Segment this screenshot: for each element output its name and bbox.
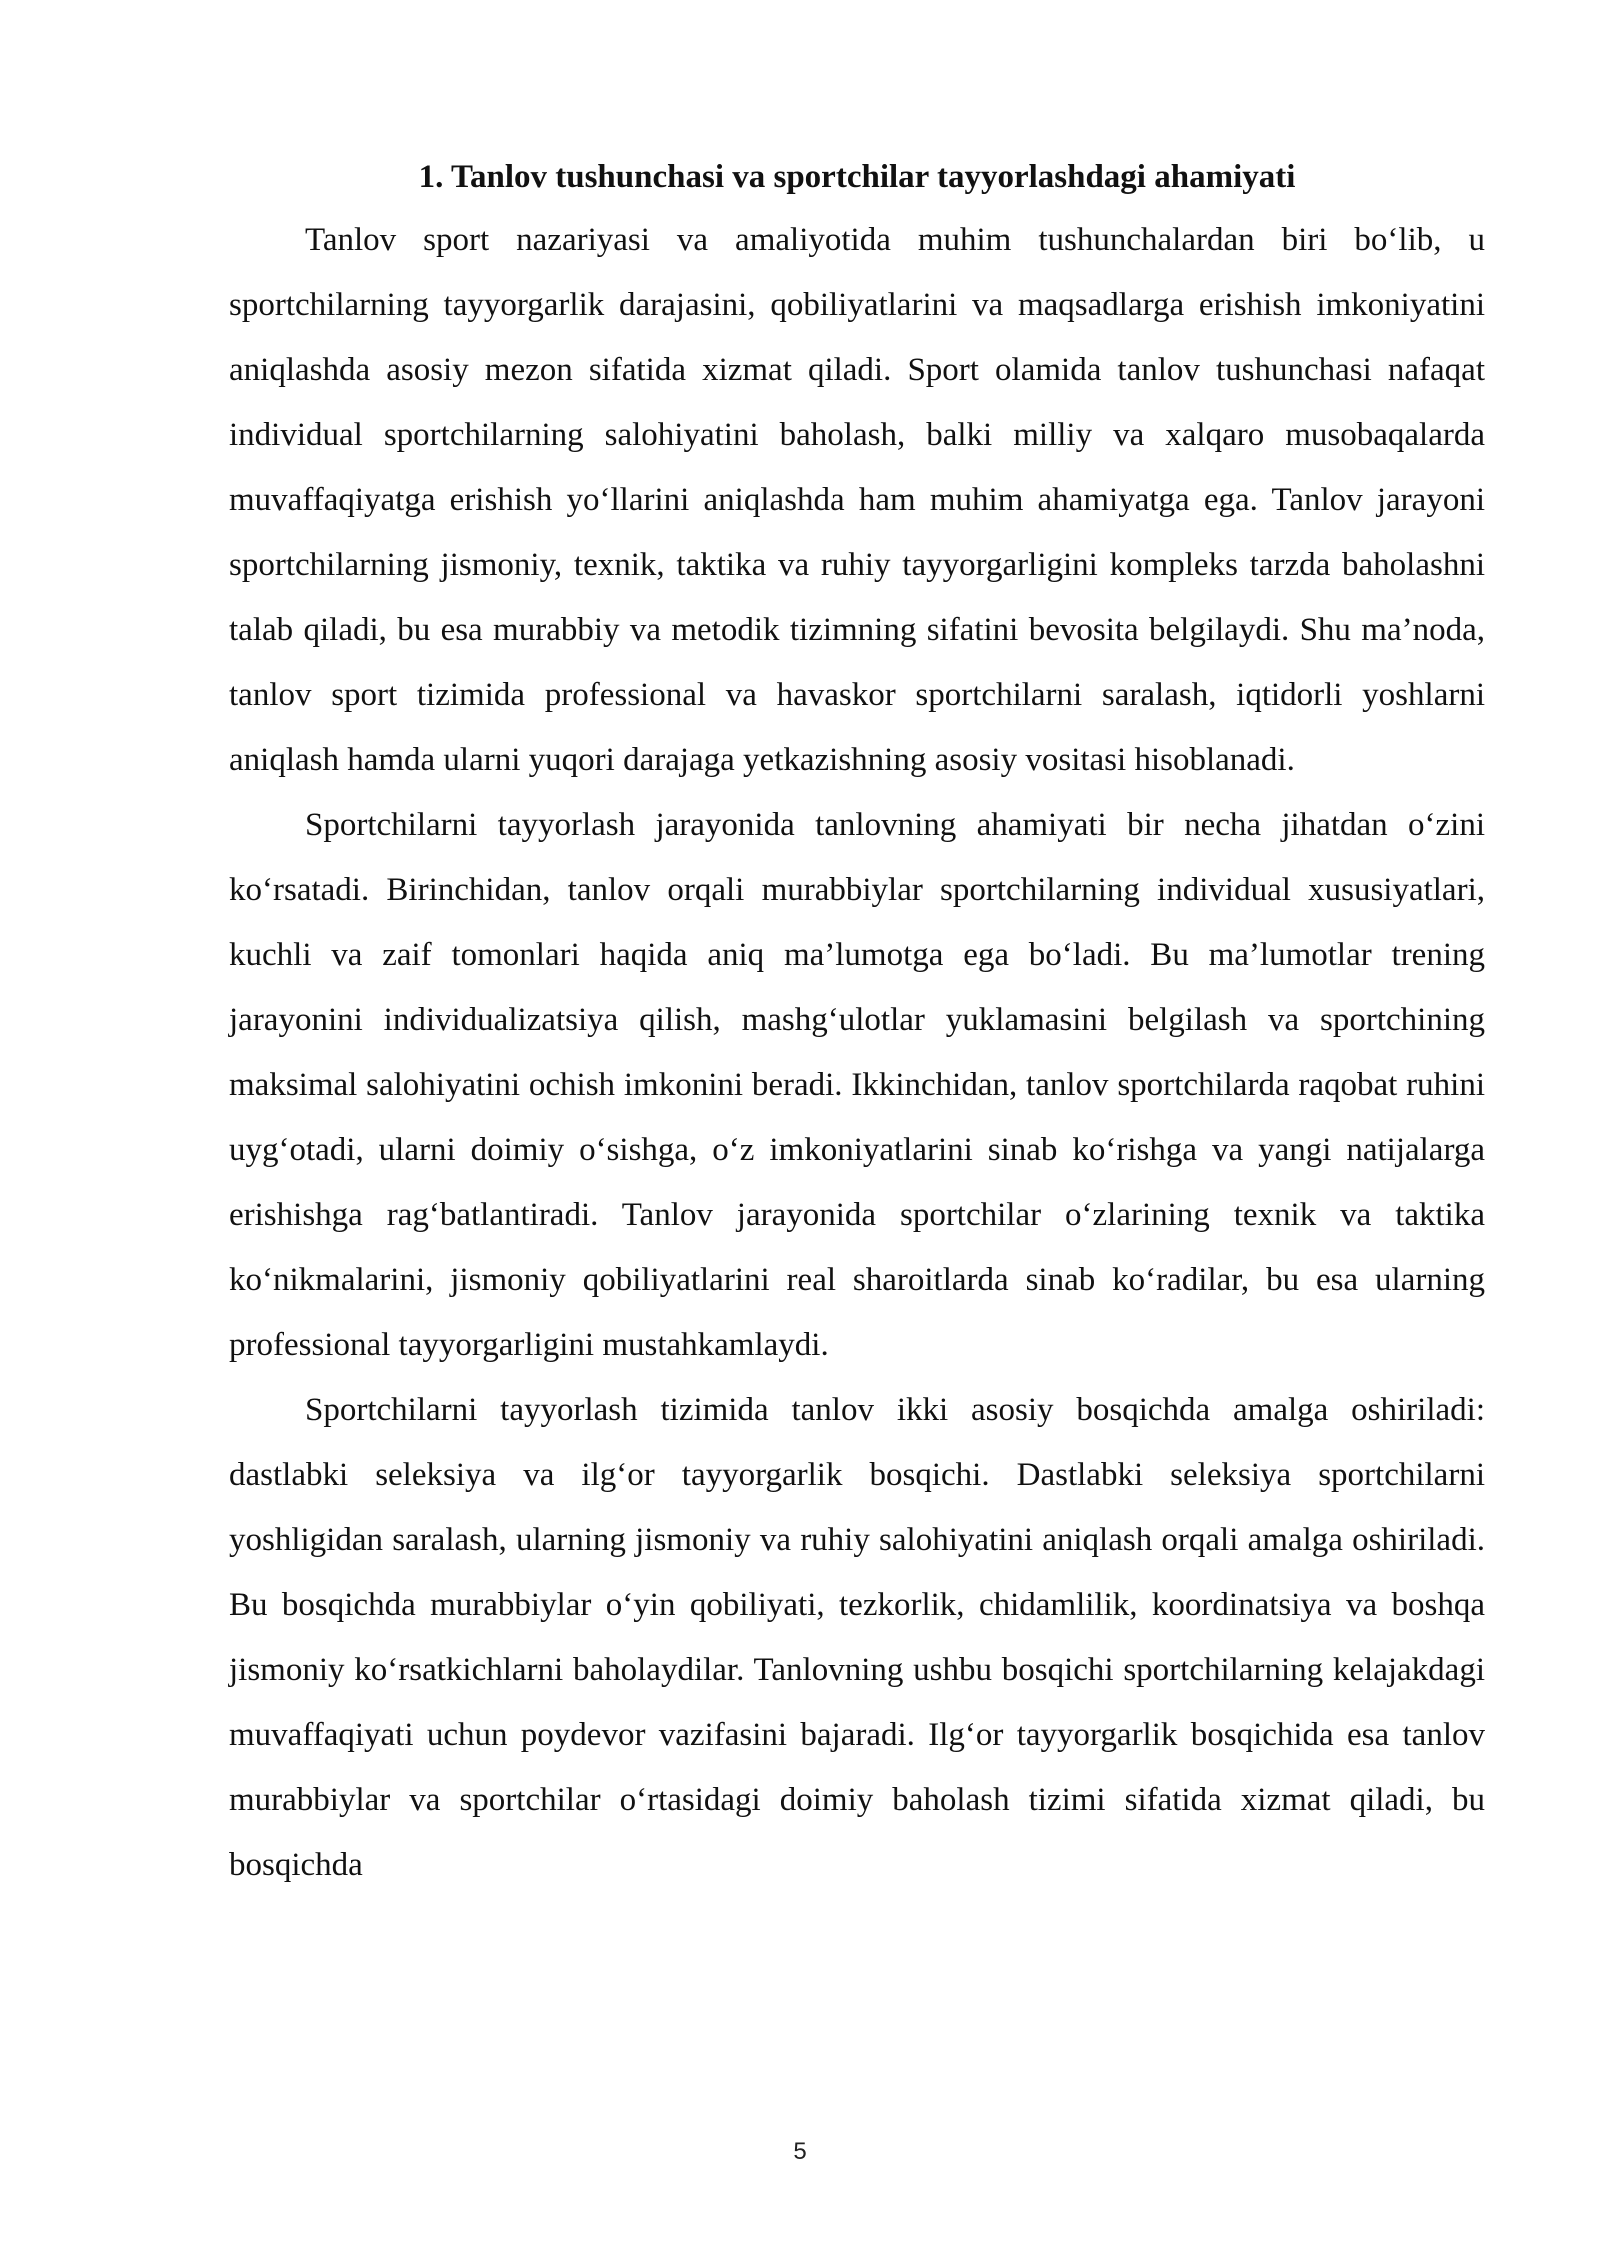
- section-heading: 1. Tanlov tushunchasi va sportchilar tayyorlashdagi ahamiyati: [418, 159, 1296, 195]
- paragraph-2: Sportchilarni tayyorlash jarayonida tanlovning ahamiyati bir necha jihatdan o‘zini ko‘rsatadi. Birinchidan, tanlov orqali murabbiylar sportchilarning individual xususiyatlari, kuchli va zaif tomonlari haqida aniq ma’lumotga ega bo‘ladi. Bu ma’lumotlar trening jarayonini individualizatsiya qilish, mashg‘ulotlar yuklamasini belgilash va sportchining maksimal salohiyatini ochish imkonini beradi. Ikkinchidan, tanlov sportchilarda raqobat ruhini uyg‘otadi, ularni doimiy o‘sishga, o‘z imkoniyatlarini sinab ko‘rishga va yangi natijalarga erishishga rag‘batlantiradi. Tanlov jarayonida sportchilar o‘zlarining texnik va taktika ko‘nikmalarini, jismoniy qobiliyatlarini real sharoitlarda sinab ko‘radilar, bu esa ularning professional tayyorgarligini mustahkamlaydi.: [229, 807, 1485, 1363]
- paragraph-1: Tanlov sport nazariyasi va amaliyotida muhim tushunchalardan biri bo‘lib, u sportchilarning tayyorgarlik darajasini, qobiliyatlarini va maqsadlarga erishish imkoniyatini aniqlashda asosiy mezon sifatida xizmat qiladi. Sport olamida tanlov tushunchasi nafaqat individual sportchilarning salohiyatini baholash, balki milliy va xalqaro musobaqalarda muvaffaqiyatga erishish yo‘llarini aniqlashda ham muhim ahamiyatga ega. Tanlov jarayoni sportchilarning jismoniy, texnik, taktika va ruhiy tayyorgarligini kompleks tarzda baholashni talab qiladi, bu esa murabbiy va metodik tizimning sifatini bevosita belgilaydi. Shu ma’noda, tanlov sport tizimida professional va havaskor sportchilarni saralash, iqtidorli yoshlarni aniqlash hamda ularni yuqori darajaga yetkazishning asosiy vositasi hisoblanadi.: [229, 222, 1485, 778]
- page-number: 5: [793, 2138, 807, 2165]
- paragraph-3: Sportchilarni tayyorlash tizimida tanlov ikki asosiy bosqichda amalga oshiriladi: dastlabki seleksiya va ilg‘or tayyorgarlik bosqichi. Dastlabki seleksiya sportchilarni yoshligidan saralash, ularning jismoniy va ruhiy salohiyatini aniqlash orqali amalga oshiriladi. Bu bosqichda murabbiylar o‘yin qobiliyati, tezkorlik, chidamlilik, koordinatsiya va boshqa jismoniy ko‘rsatkichlarni baholaydilar. Tanlovning ushbu bosqichi sportchilarning kelajakdagi muvaffaqiyati uchun poydevor vazifasini bajaradi. Ilg‘or tayyorgarlik bosqichida esa tanlov murabbiylar va sportchilar o‘rtasidagi doimiy baholash tizimi sifatida xizmat qiladi, bu bosqichda: [229, 1392, 1485, 1883]
- page-content: [229, 150, 1485, 1898]
